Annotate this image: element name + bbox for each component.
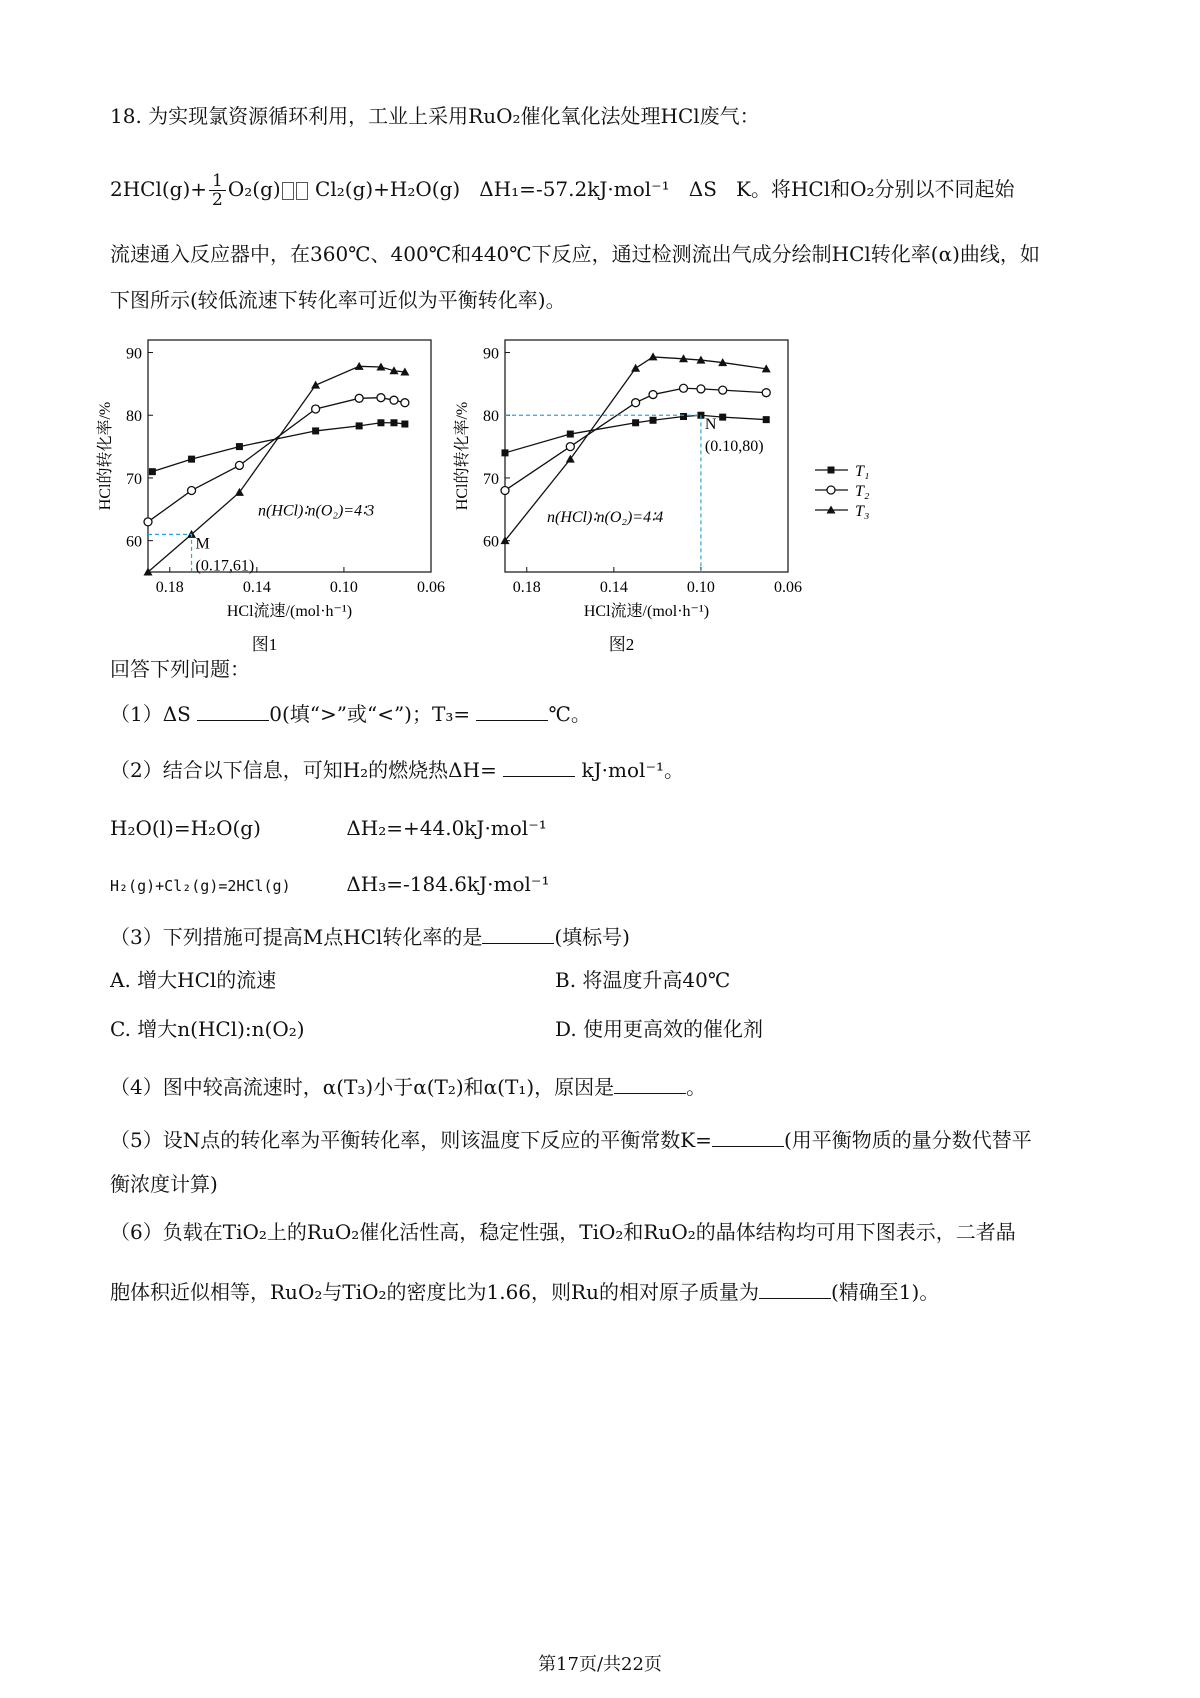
answer-blank[interactable] [476,702,548,721]
data-point [188,456,195,463]
question-5-cont: 衡浓度计算) [110,1172,218,1196]
question-6: （6）负载在TiO₂上的RuO₂催化活性高，稳定性强，TiO₂和RuO₂的晶体结构均可用下图表示，二者晶 [110,1220,1016,1244]
question-1 [110,700,591,728]
data-point [390,396,398,404]
equation-hcl [110,870,550,900]
answer-blank[interactable] [503,758,575,777]
data-point [236,443,243,450]
y-tick-label: 90 [126,345,142,363]
x-tick-label: 0.10 [686,579,715,596]
q2-text-b: kJ·mol⁻¹。 [581,758,685,782]
chart-figure-2 [453,340,802,654]
equation-dh: ΔH₁=-57.2kJ·mol⁻¹ [479,177,670,201]
data-point [697,385,705,393]
legend-marker [827,486,835,494]
data-point [390,419,397,426]
fraction-numerator: 1 [209,172,226,191]
equilibrium-arrow-icon [296,182,308,200]
reaction-equation [110,172,1015,209]
x-tick-label: 0.14 [599,579,628,596]
data-point [719,386,727,394]
problem-text-line3: 下图所示(较低流速下转化率可近似为平衡转化率)。 [110,288,566,312]
x-tick-label: 0.10 [329,579,358,596]
data-point [763,416,770,423]
equation-tail: 。将HCl和O₂分别以不同起始 [750,177,1015,201]
data-point [632,399,640,407]
q5-text-a: （5）设N点的转化率为平衡转化率，则该温度下反应的平衡常数K= [110,1128,712,1152]
question-3 [110,923,630,951]
answer-blank[interactable] [482,925,554,944]
equilibrium-arrow-icon [282,182,294,200]
ratio-annotation: n(HCl)∶n(O₂)=4∶3 [258,502,375,520]
legend-label: T₁ [855,463,870,480]
q3-tail: (填标号) [554,925,630,949]
equation-rhs: Cl₂(g)+H₂O(g) [315,177,461,201]
chart-figure-1 [96,340,445,654]
question-5 [110,1126,1032,1154]
q1-text-a: （1）ΔS [110,702,191,726]
x-tick-label: 0.18 [155,579,184,596]
data-point [649,391,657,399]
x-tick-label: 0.06 [774,579,802,596]
eq2-right: ΔH₂=+44.0kJ·mol⁻¹ [346,816,547,840]
problem-text-line2: 流速通入反应器中，在360℃、400℃和440℃下反应，通过检测流出气成分绘制HCl转化率(α)曲线，如 [110,242,1040,266]
q6-text-c: (精确至1)。 [830,1280,940,1304]
answer-blank[interactable] [614,1075,686,1094]
data-point [567,431,574,438]
legend-marker [828,467,835,474]
equation-h2o [110,814,547,842]
figure-caption: 图2 [608,635,635,654]
question-6-cont [110,1278,939,1306]
data-point [632,419,639,426]
eq2-left: H₂O(l)=H₂O(g) [110,816,261,840]
fraction-denominator: 2 [212,190,223,210]
option-b: B. 将温度升高40℃ [555,968,731,992]
answer-blank[interactable] [759,1280,831,1299]
data-point [149,468,156,475]
data-point [762,389,770,397]
q1-text-b: 0(填“>”或“<”)；T₃= [269,702,471,726]
q3-text: （3）下列措施可提高M点HCl转化率的是 [110,925,483,949]
data-point [144,518,152,526]
y-tick-label: 60 [483,533,499,551]
data-point [312,405,320,413]
problem-intro: 18. 为实现氯资源循环利用，工业上采用RuO₂催化氧化法处理HCl废气： [110,104,760,128]
x-axis-label: HCl流速/(mol·h⁻¹) [583,603,710,620]
y-tick-label: 80 [126,408,142,426]
y-tick-label: 70 [483,470,499,488]
data-point [680,413,687,420]
data-point [650,417,657,424]
data-point [235,488,244,496]
data-point [188,486,196,494]
data-point [719,414,726,421]
option-a: A. 增大HCl的流速 [110,968,277,992]
equation-k: K [736,177,751,201]
data-point [680,384,688,392]
y-tick-label: 70 [126,470,142,488]
y-axis-label: HCl的转化率/% [97,401,114,511]
point-coordinates: (0.10,80) [704,438,764,456]
x-tick-label: 0.14 [242,579,271,596]
y-tick-label: 80 [483,408,499,426]
option-c: C. 增大n(HCl):n(O₂) [110,1017,305,1041]
answer-blank[interactable] [197,702,269,721]
data-point [401,421,408,428]
data-point [312,427,319,434]
figure-caption: 图1 [251,635,278,654]
data-point [377,394,385,402]
q4-text-b: 。 [686,1075,707,1099]
x-axis-label: HCl流速/(mol·h⁻¹) [226,603,353,620]
q5-text-b: (用平衡物质的量分数代替平 [783,1128,1032,1152]
data-point [355,394,363,402]
equation-lhs-b: O₂(g) [227,177,281,201]
eq3-right: ΔH₃=-184.6kJ·mol⁻¹ [346,872,550,896]
data-point [566,443,574,451]
plot-frame [505,340,788,572]
data-point [401,399,409,407]
point-coordinates: (0.17,61) [195,557,255,575]
question-4 [110,1073,706,1101]
option-d: D. 使用更高效的催化剂 [555,1017,764,1041]
point-label: M [195,535,210,553]
x-tick-label: 0.06 [417,579,445,596]
half-fraction [209,172,226,209]
data-point [235,461,243,469]
data-point [311,381,320,389]
chart-legend [815,463,870,520]
legend-label: T₂ [855,483,870,500]
y-axis-label: HCl的转化率/% [454,401,471,511]
data-point [631,364,640,372]
q2-text-a: （2）结合以下信息，可知H₂的燃烧热ΔH= [110,758,497,782]
data-point [501,486,509,494]
data-point [649,352,658,360]
questions-header: 回答下列问题： [110,657,250,681]
data-point [377,419,384,426]
point-label: N [704,416,717,434]
question-2 [110,756,684,784]
equation-ds: ΔS [688,177,717,201]
q6-text-b: 胞体积近似相等，RuO₂与TiO₂的密度比为1.66，则Ru的相对原子质量为 [110,1280,759,1304]
data-point [356,422,363,429]
ratio-annotation: n(HCl)∶n(O₂)=4∶4 [547,508,664,526]
series-line [148,366,405,575]
page-footer: 第17页/共22页 [538,1654,662,1675]
x-tick-label: 0.18 [512,579,541,596]
q4-text-a: （4）图中较高流速时，α(T₃)小于α(T₂)和α(T₁)，原因是 [110,1075,615,1099]
series-line [152,423,405,472]
y-tick-label: 90 [483,345,499,363]
eq3-left: H₂(g)+Cl₂(g)=2HCl(g) [110,877,291,895]
legend-label: T₃ [855,503,870,520]
q1-text-c: ℃。 [548,702,591,726]
equation-lhs-a: 2HCl(g)+ [110,177,208,201]
y-tick-label: 60 [126,533,142,551]
data-point [502,449,509,456]
answer-blank[interactable] [712,1128,784,1147]
reference-guide [505,415,701,572]
